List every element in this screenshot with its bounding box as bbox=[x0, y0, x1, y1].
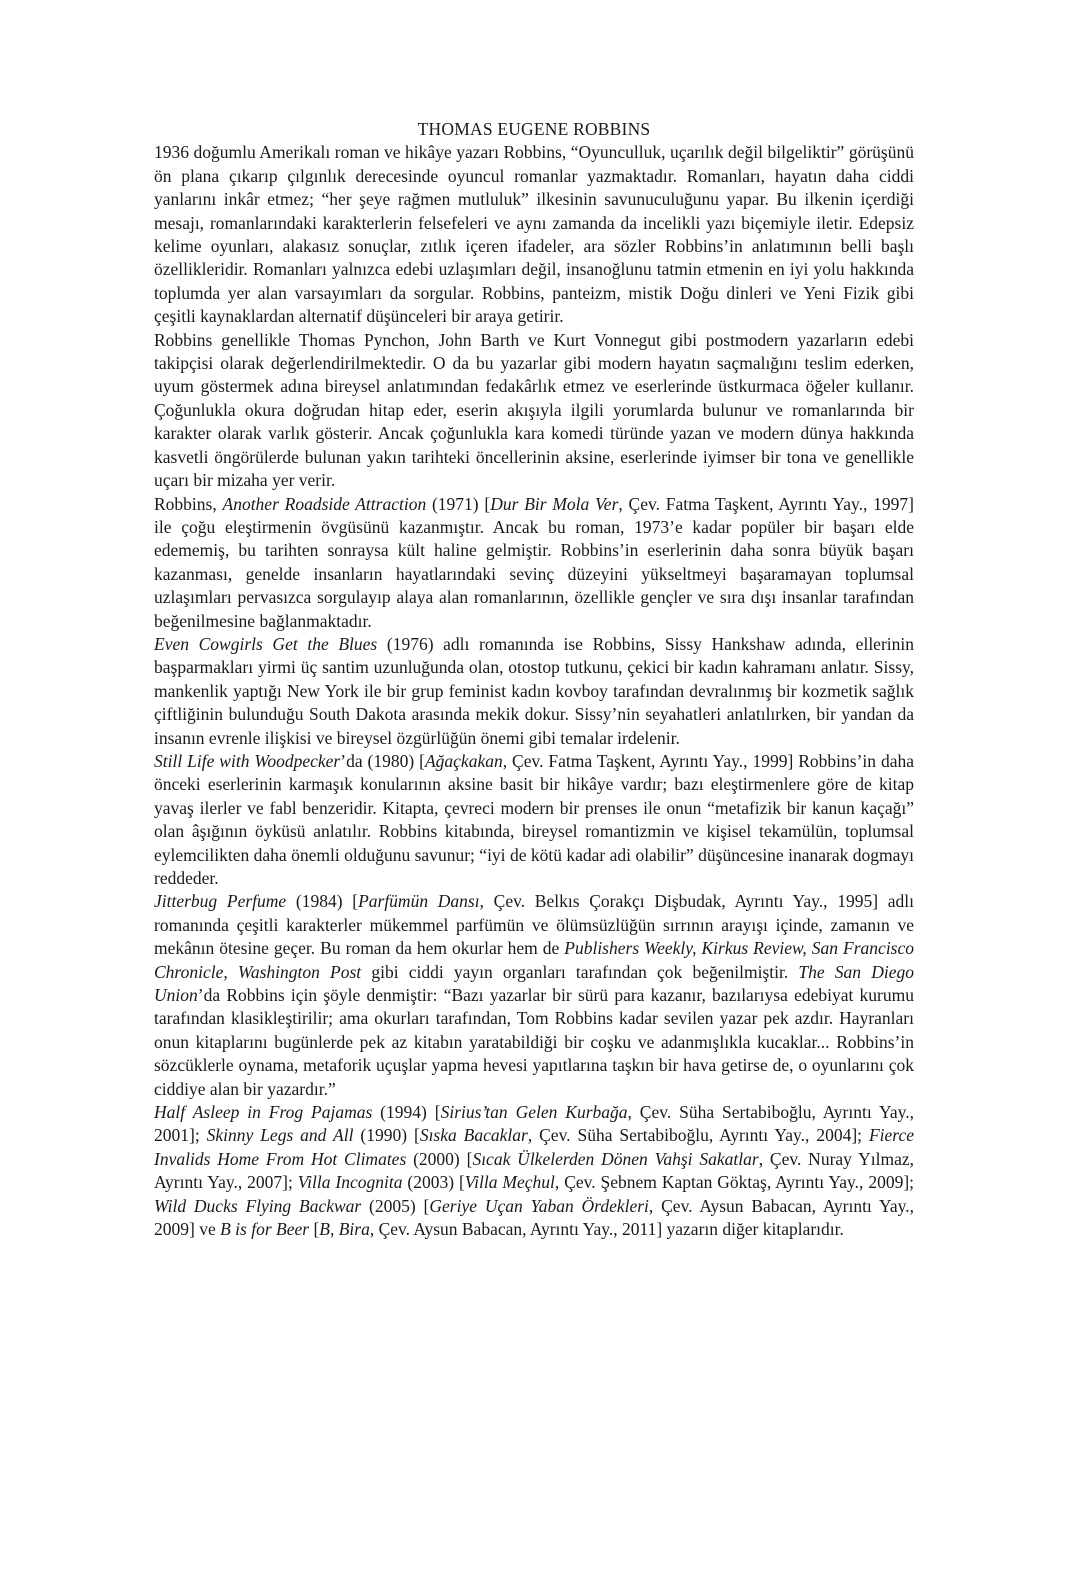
paragraph-4 bbox=[154, 633, 914, 750]
italic-title-text: Still Life with Woodpecker bbox=[154, 750, 341, 771]
text-run: (2000) [ bbox=[406, 1148, 473, 1169]
text-run: , Çev. Süha Sertabiboğlu, Ayrıntı Yay., 2004]; bbox=[527, 1125, 869, 1146]
italic-title-text: B is for Beer bbox=[220, 1219, 310, 1240]
italic-title-text: Half Asleep in Frog Pajamas bbox=[154, 1102, 373, 1123]
document-page bbox=[154, 118, 914, 1242]
italic-title-text: Fierce Invalids Home From Hot Climates bbox=[154, 1125, 914, 1169]
italic-title-text: Villa Meçhul bbox=[464, 1172, 555, 1193]
text-run: (2003) [ bbox=[402, 1172, 465, 1193]
paragraph-2 bbox=[154, 329, 914, 493]
page-title: THOMAS EUGENE ROBBINS bbox=[417, 119, 651, 139]
text-run: (1990) [ bbox=[353, 1125, 420, 1146]
text-run: gibi ciddi yayın organları tarafından çok beğenilmiştir. bbox=[361, 961, 799, 982]
italic-title-text: Sıcak Ülkelerden Dönen Vahşi Sakatlar bbox=[472, 1148, 759, 1169]
text-run: , Çev. Fatma Taşkent, Ayrıntı Yay., 1997] ile çoğu eleştirmenin övgüsünü kazanmıştır. Ancak bu roman, 1973’e kadar popüler bir başarı elde edememiş, bu tarihten sonraysa kült haline gelmiştir. Robbins’in eserlerinin daha sonra büyük başarı kazanması, genelde insanların hayatlarındaki sevinç düzeyini yükseltmeyi başaramayan toplumsal uzlaşımları pervasızca sorgulayıp alaya alan romanlarının, özellikle gençler ve sıra dışı insanlar tarafından beğenilmesine bağlanmaktadır. bbox=[154, 493, 914, 631]
text-run: ’da (1980) [ bbox=[340, 750, 425, 771]
text-run: , Çev. Süha Sertabiboğlu, Ayrıntı Yay., 2001]; bbox=[154, 1102, 914, 1146]
italic-title-text: Parfümün Dansı bbox=[358, 891, 480, 912]
italic-title-text: Ağaçkakan bbox=[424, 750, 503, 771]
paragraph-1 bbox=[154, 141, 914, 328]
italic-title-text: Dur Bir Mola Ver bbox=[490, 493, 619, 514]
text-run: , Çev. Nuray Yılmaz, Ayrıntı Yay., 2007]; bbox=[154, 1148, 914, 1193]
text-run: (1994) [ bbox=[372, 1102, 441, 1123]
text-run: 1936 doğumlu Amerikalı roman ve hikâye yazarı Robbins, “Oyunculluk, uçarılık değil bilgeliktir” görüşünü ön plana çıkarıp çılgınlık derecesinde oyuncul romanlar yazmaktadır. Romanları, hayatın daha ciddi yanlarını inkâr etmez; “her şeye rağmen mutluluk” ilkesinin savunuculuğunu yapar. Bu ilkenin içerdiği mesajı, romanlarındaki karakterlerin felsefeleri ve aynı zamanda da incelikli yazı biçemiyle iletir. Edepsiz kelime oyunları, alakasız sonuçlar, zıtlık içeren ifadeler, ara sözler Robbins’in anlatımının belli başlı özellikleridir. Romanları yalnızca edebi uzlaşımları değil, insanoğlunu tatmin etmenin en iyi yolu hakkında toplumda yer alan varsayımları da sorgular. Robbins, panteizm, mistik Doğu dinleri ve Yeni Fizik gibi çeşitli kaynaklardan alternatif düşünceleri bir araya getirir. bbox=[154, 142, 914, 327]
text-run: , Çev. Şebnem Kaptan Göktaş, Ayrıntı Yay., 2009]; bbox=[554, 1172, 915, 1193]
italic-title-text: B, Bira bbox=[319, 1219, 370, 1240]
text-run: Robbins, bbox=[154, 493, 223, 514]
body-text bbox=[154, 141, 914, 1241]
italic-title-text: Jitterbug Perfume bbox=[154, 891, 287, 912]
paragraph-5 bbox=[154, 750, 914, 890]
paragraph-6 bbox=[154, 890, 914, 1101]
text-run: ’da Robbins için şöyle denmiştir: “Bazı yazarlar bir sürü para kazanır, bazılarıysa edebiyat kurumu tarafından klasikleştirilir; ama okurları tarafından, Tom Robbins kadar sevilen yazar pek azdır. Hayranları onun kitaplarını bugünlerde pek az kitabın yaratabildiği bir coşku ve adanmışlıkla kucaklar... Robbins’in sözcüklerle oynama, metaforik uçuşlar yapma hevesi yapıtlarına taşkın bir hava getirse de, o oyunlarını çok ciddiye alan bir yazardır.” bbox=[154, 985, 914, 1099]
italic-title-text: The San Diego Union bbox=[154, 961, 914, 1006]
text-run: Robbins genellikle Thomas Pynchon, John Barth ve Kurt Vonnegut gibi postmodern yazarların edebi takipçisi olarak değerlendirilmektedir. O da bu yazarlar gibi modern hayatın saçmalığını teslim ederken, uyum göstermek adına bireysel anlatımından fedakârlık etmez ve eserlerinde üstkurmaca öğeler kullanır. Çoğunlukla okura doğrudan hitap eder, eserin akışıyla ilgili yorumlarda bulunur ve romanlarında bir karakter olarak varlık gösterir. Ancak çoğunlukla kara komedi türünde yazan ve modern dünya hakkında kasvetli öngörülerde bulunan yakın tarihteki öncellerinin aksine, eserlerinde iyimser bir tona ve genellikle uçarı bir mizaha yer verir. bbox=[154, 329, 914, 491]
text-run: (1971) [ bbox=[426, 493, 491, 514]
italic-title-text: Wild Ducks Flying Backwar bbox=[154, 1195, 362, 1216]
italic-title-text: Sıska Bacaklar bbox=[419, 1125, 528, 1146]
italic-title-text: Publishers Weekly, Kirkus Review, San Francisco Chronicle, Washington Post bbox=[154, 938, 915, 982]
italic-title-text: Skinny Legs and All bbox=[206, 1125, 354, 1146]
italic-title-text: Sirius’tan Gelen Kurbağa bbox=[440, 1102, 628, 1123]
italic-title-text: Another Roadside Attraction bbox=[222, 493, 427, 514]
paragraph-3 bbox=[154, 493, 914, 633]
paragraph-7 bbox=[154, 1101, 914, 1241]
text-run: (1976) adlı romanında ise Robbins, Sissy Hankshaw adında, ellerinin başparmakları yirmi üç santim uzunluğunda olan, otostop tutkunu, çekici bir kadın kahramanı anlatır. Sissy, mankenlik yaptığı New York ile bir grup feminist kadın kovboy tarafından devralınmış bir kozmetik sağlık çiftliğinin bulunduğu South Dakota arasında mekik dokur. Sissy’nin seyahatleri anlatılırken, bir yandan da insanın evrenle ilişkisi ve bireysel özgürlüğün önemi gibi temalar irdelenir. bbox=[154, 633, 914, 748]
text-run: (2005) [ bbox=[361, 1195, 430, 1216]
text-run: , Çev. Aysun Babacan, Ayrıntı Yay., 2009] ve bbox=[154, 1195, 914, 1240]
text-run: (1984) [ bbox=[286, 891, 359, 912]
italic-title-text: Even Cowgirls Get the Blues bbox=[154, 633, 378, 654]
text-run: [ bbox=[309, 1219, 320, 1240]
text-run: , Çev. Fatma Taşkent, Ayrıntı Yay., 1999] Robbins’in daha önceki eserlerinin karmaşık konularının aksine basit bir hikâye vardır; bazı eleştirmenlere göre de kitap yavaş ilerler ve fabl benzeridir. Kitapta, çevreci modern bir prenses ile onun “metafizik bir kanun kaçağı” olan âşığının öyküsü anlatılır. Robbins kitabında, bireysel romantizmin ve kişisel tekamülün, toplumsal eylemcilikten daha önemli olduğunu savunur; “iyi de kötü kadar adi olabilir” düşüncesine inanarak dogmayı reddeder. bbox=[154, 750, 915, 888]
text-run: , Çev. Aysun Babacan, Ayrıntı Yay., 2011] yazarın diğer kitaplarıdır. bbox=[369, 1219, 844, 1240]
text-run: , Çev. Belkıs Çorakçı Dişbudak, Ayrıntı Yay., 1995] adlı romanında çeşitli karakterler mükemmel parfümün ve ölümsüzlüğün sırrının arayışı içinde, zamanın ve mekânın ötesine geçer. Bu roman da hem okurlar hem de bbox=[154, 891, 914, 959]
italic-title-text: Villa Incognita bbox=[297, 1172, 403, 1193]
italic-title-text: Geriye Uçan Yaban Ördekleri bbox=[429, 1195, 649, 1216]
